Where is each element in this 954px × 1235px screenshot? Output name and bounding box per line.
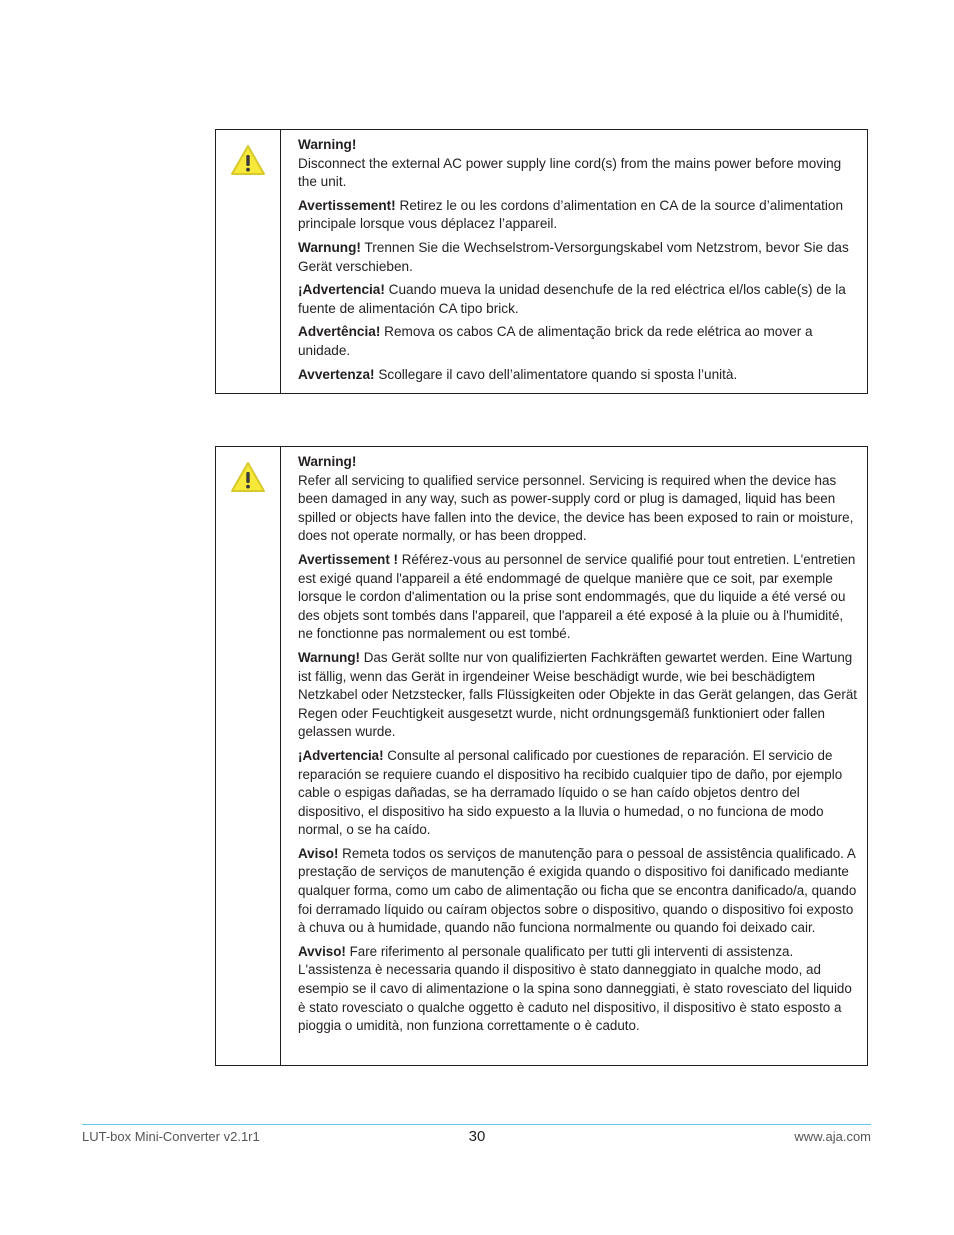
warning-paragraph-pt: Aviso! Remeta todos os serviços de manutenção para o pessoal de assistência qualificado. A prestação de serviços de manutenção é exigida quando o dispositivo foi danificado mediante qualquer forma, como um cabo de alimentação ou ficha que se encontra danificado/a, quando foi derramado líquido ou caíram objectos sobre o dispositivo, quando o dispositivo foi exposto à chuva ou à humidade, quando não funciona normalmente ou quando foi deixado cair. <box>298 845 857 936</box>
warning-paragraph-es: ¡Advertencia! Consulte al personal calificado por cuestiones de reparación. El servicio de reparación se requiere cuando el dispositivo ha recibido cualquier tipo de daño, por ejemplo cable o espigas dañadas, se ha derramado líquido o se han caído objetos dentro del dispositivo, el dispositivo ha sido expuesto a la lluvia o humedad, o no funciona de modo normal, o se ha caído. <box>298 747 843 838</box>
warning-paragraph-it: Avviso! Fare riferimento al personale qualificato per tutti gli interventi di assistenza. L'assistenza è necessaria quando il dispositivo è stato danneggiato in qualche modo, ad esempio se il cavo di alimentazione o la spina sono danneggiati, è stato rovesciato del liquido è stato rovesciato o qualche oggetto è caduto nel dispositivo, il dispositivo è stato esposto a pioggia o umidità, non funziona correttamente o è caduto. <box>298 943 852 1034</box>
page-number: 30 <box>468 1128 486 1145</box>
warning-paragraph-en: Disconnect the external AC power supply line cord(s) from the mains power before moving the unit. <box>298 155 842 190</box>
warning-text-cell <box>281 447 867 1065</box>
warning-paragraph-fr: Avertissement! Retirez le ou les cordons d’alimentation en CA de la source d’alimentation principale lorsque vous déplacez l’appareil. <box>298 197 844 232</box>
warning-paragraph-pt: Advertência! Remova os cabos CA de alimentação brick da rede elétrica ao mover a unidade. <box>298 324 813 358</box>
warning-paragraph-en: Refer all servicing to qualified service personnel. Servicing is required when the device has been damaged in any way, such as power-supply cord or plug is damaged, liquid has been spilled or objects have fallen into the device, the device has been exposed to rain or moisture, does not operate normally, or has been dropped. <box>298 472 854 544</box>
warning-text-cell <box>281 130 867 393</box>
warning-paragraph-es: ¡Advertencia! Cuando mueva la unidad desenchufe de la red eléctrica el/los cable(s) de la fuente de alimentación CA tipo brick. <box>298 282 846 316</box>
footer-divider <box>82 1124 871 1125</box>
warning-heading: Warning! <box>298 137 357 152</box>
warning-box-power <box>215 129 868 394</box>
warning-paragraph-fr: Avertissement ! Référez-vous au personnel de service qualifié pour tout entretien. L'entretien est exigé quand l'appareil a été endommagé de quelque manière que ce soit, par exemple lorsque le cordon d'alimentation ou la prise sont endommagés, que du liquide a été versé ou des objets sont tombés dans l'appareil, que l'appareil a été exposé à la pluie ou à l'humidité, ne fonctionne pas normalement ou est tombé. <box>298 551 856 642</box>
warning-triangle-icon <box>230 144 266 176</box>
warning-icon-cell <box>216 447 281 1065</box>
warning-triangle-icon <box>230 461 266 493</box>
warning-paragraph-it: Avvertenza! Scollegare il cavo dell’alimentatore quando si sposta l’unità. <box>298 366 738 382</box>
warning-heading: Warning! <box>298 454 357 469</box>
warning-box-servicing <box>215 446 868 1066</box>
warning-paragraph-de: Warnung! Das Gerät sollte nur von qualifizierten Fachkräften gewartet werden. Eine Wartung ist fällig, wenn das Gerät in irgendeiner Weise beschädigt wurde, wie bei beschädigtem Netzkabel oder Netzstecker, falls Flüssigkeiten oder Objekte in das Gerät gelangen, das Gerät Regen oder Feuchtigkeit ausgesetzt wurde, nicht ordnungsgemäß funktioniert oder fallen gelassen wurde. <box>298 649 857 740</box>
footer-product-name: LUT-box Mini-Converter v2.1r1 <box>82 1129 260 1144</box>
warning-paragraph-de: Warnung! Trennen Sie die Wechselstrom-Versorgungskabel vom Netzstrom, bevor Sie das Gerät verschieben. <box>298 239 849 274</box>
warning-icon-cell <box>216 130 281 393</box>
footer-website-link[interactable]: www.aja.com <box>794 1129 871 1144</box>
